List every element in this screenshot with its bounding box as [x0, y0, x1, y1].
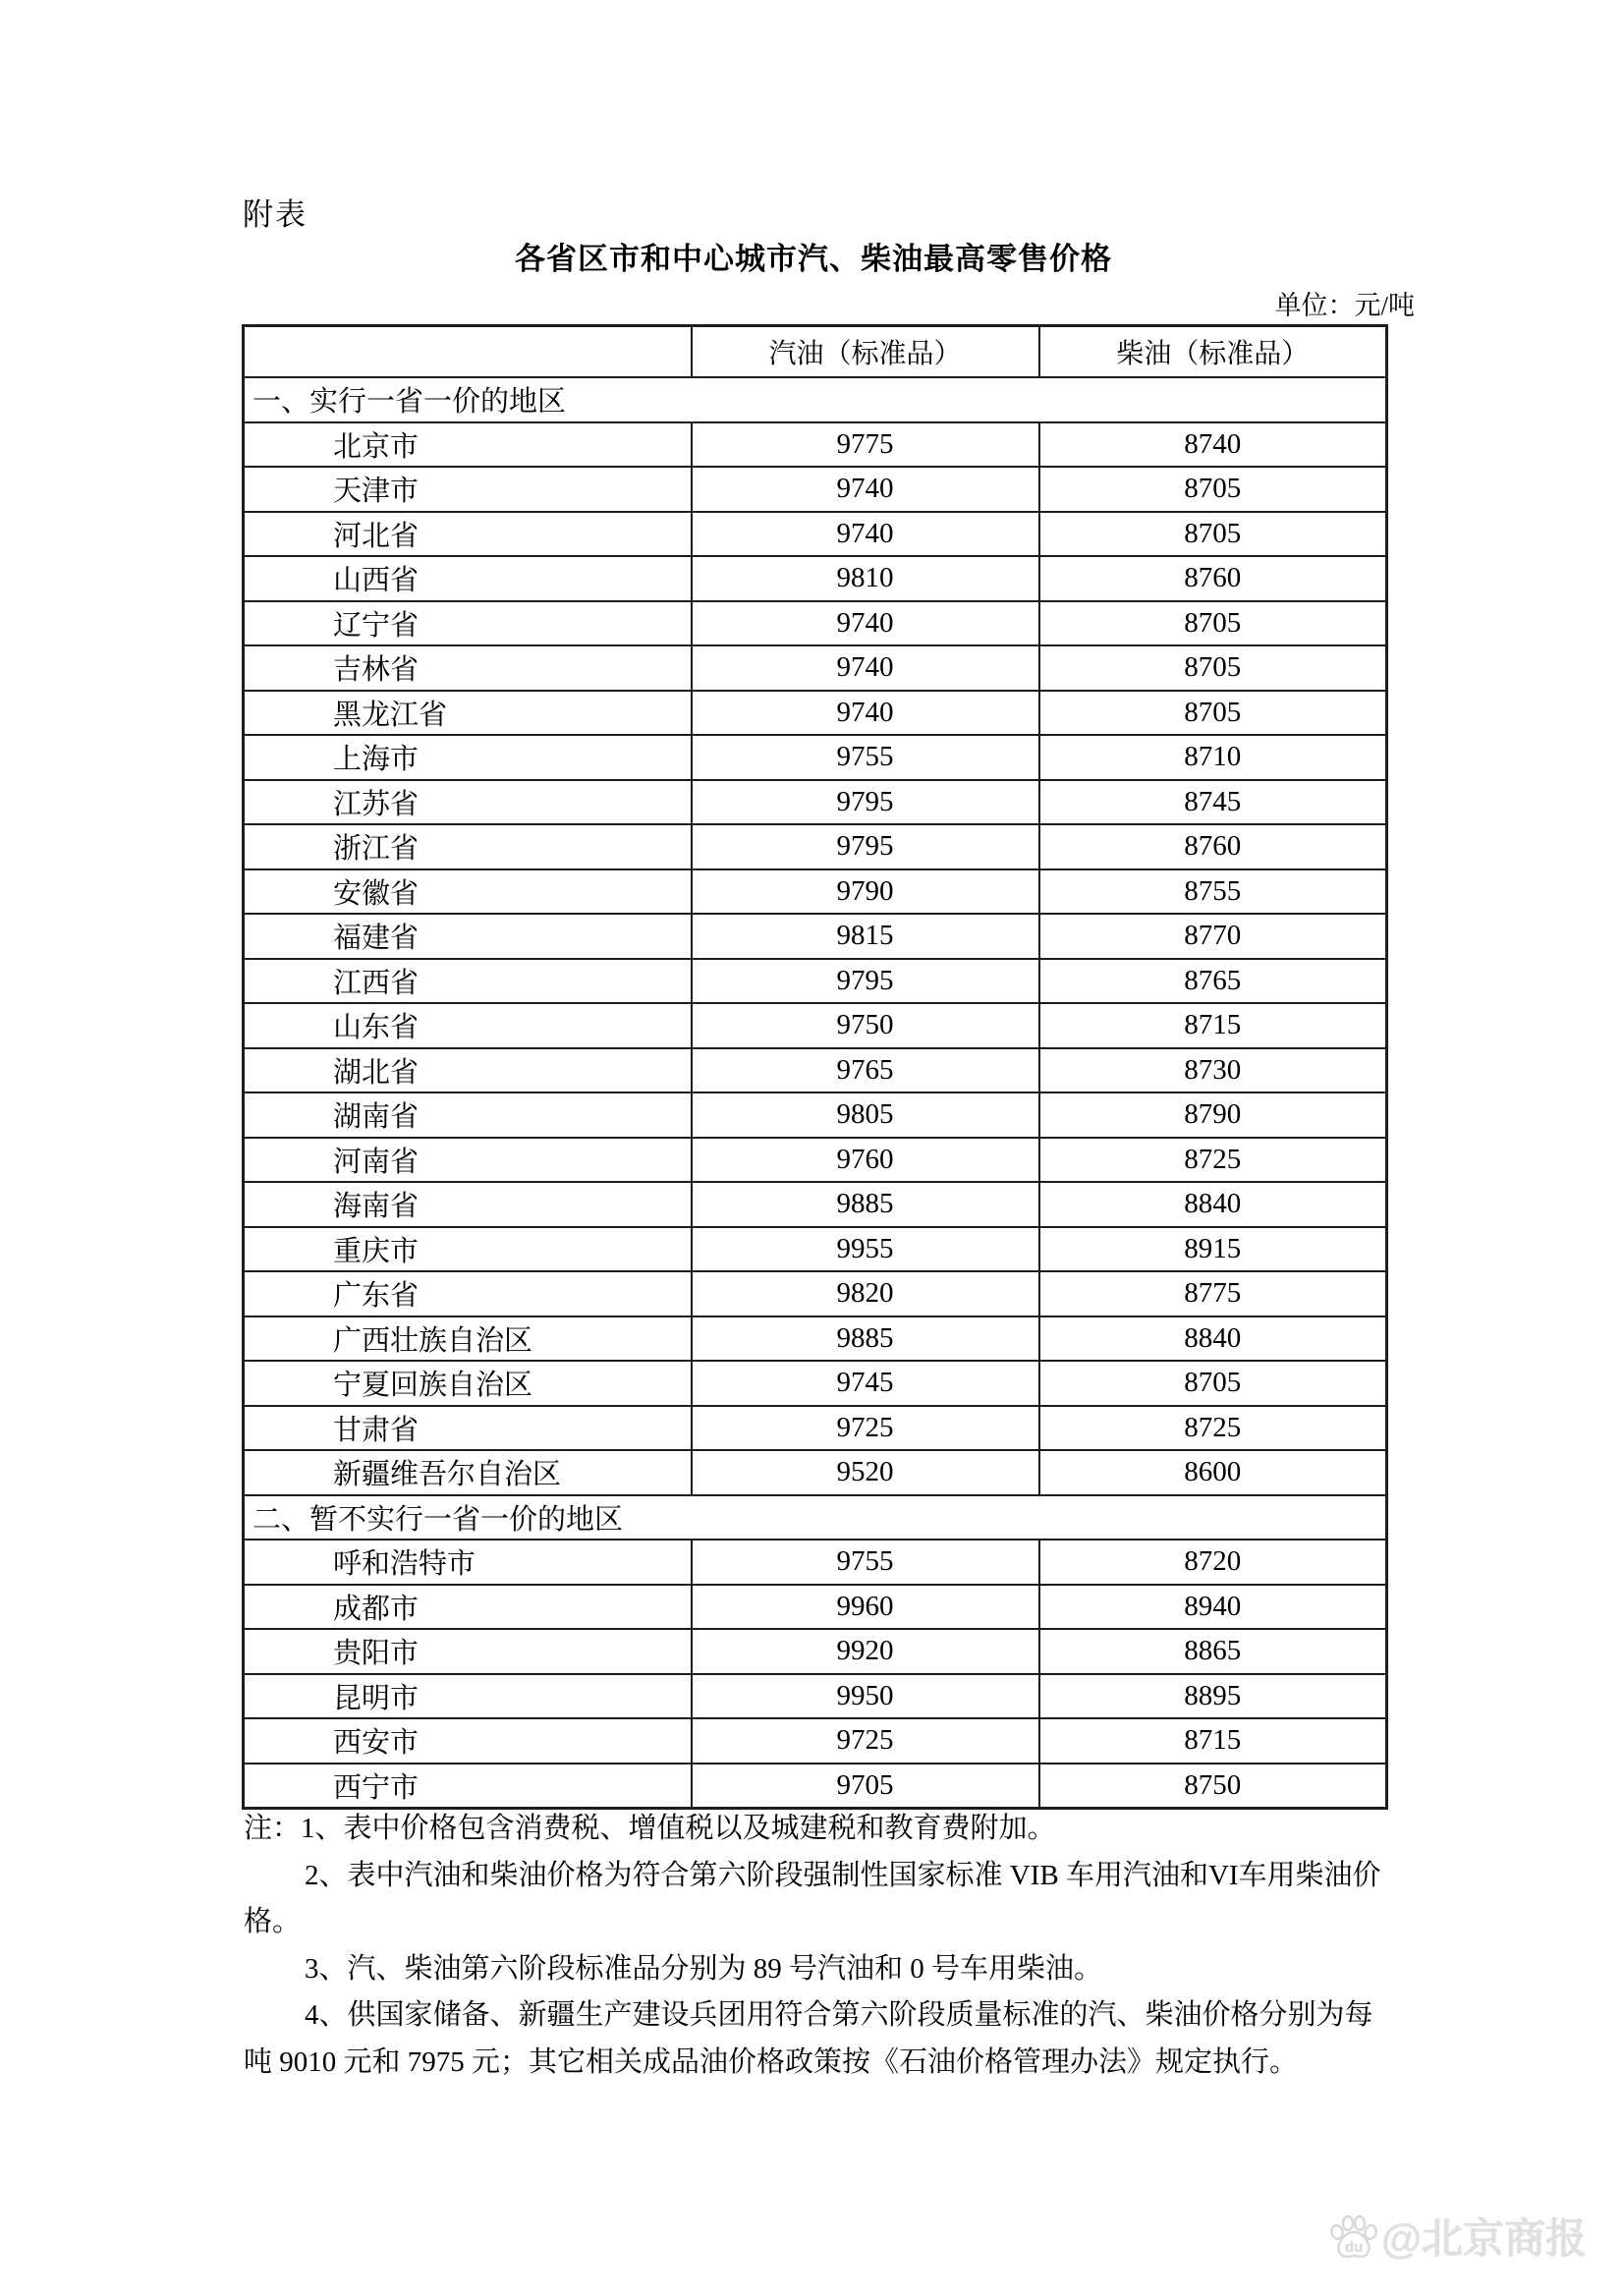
section-header-row [244, 377, 1387, 422]
header-row [244, 326, 1387, 378]
region-cell: 辽宁省 [244, 601, 692, 646]
gasoline-price-cell: 9740 [692, 512, 1039, 557]
table-row [244, 869, 1387, 915]
region-cell: 河北省 [244, 512, 692, 557]
diesel-price-cell: 8760 [1039, 824, 1387, 869]
table-row [244, 1227, 1387, 1272]
gasoline-price-cell: 9795 [692, 780, 1039, 825]
watermark [1328, 2207, 1587, 2266]
region-cell: 贵阳市 [244, 1629, 692, 1674]
diesel-price-cell: 8715 [1039, 1718, 1387, 1764]
diesel-price-cell: 8940 [1039, 1585, 1387, 1630]
gasoline-price-cell: 9775 [692, 422, 1039, 468]
region-cell: 宁夏回族自治区 [244, 1361, 692, 1406]
gasoline-price-cell: 9950 [692, 1674, 1039, 1719]
region-cell: 黑龙江省 [244, 691, 692, 736]
table-row [244, 1003, 1387, 1048]
region-cell: 河南省 [244, 1138, 692, 1183]
gasoline-price-cell: 9755 [692, 735, 1039, 780]
diesel-price-cell: 8895 [1039, 1674, 1387, 1719]
region-cell: 江苏省 [244, 780, 692, 825]
region-cell: 新疆维吾尔自治区 [244, 1450, 692, 1495]
diesel-price-cell: 8790 [1039, 1092, 1387, 1138]
gasoline-price-cell: 9820 [692, 1271, 1039, 1316]
region-cell: 北京市 [244, 422, 692, 468]
table-row [244, 1316, 1387, 1362]
table-row [244, 914, 1387, 959]
unit-label: 单位：元/吨 [1274, 291, 1415, 320]
gasoline-price-cell: 9815 [692, 914, 1039, 959]
diesel-price-cell: 8730 [1039, 1048, 1387, 1093]
gasoline-price-cell: 9810 [692, 556, 1039, 601]
region-column-header [244, 326, 692, 378]
gasoline-price-cell: 9955 [692, 1227, 1039, 1272]
diesel-price-cell: 8705 [1039, 512, 1387, 557]
watermark-text: @北京商报 [1381, 2215, 1587, 2262]
region-cell: 西宁市 [244, 1764, 692, 1809]
table-row [244, 824, 1387, 869]
table-row [244, 1048, 1387, 1093]
region-cell: 安徽省 [244, 869, 692, 915]
table-row [244, 1092, 1387, 1138]
region-cell: 湖南省 [244, 1092, 692, 1138]
diesel-price-cell: 8725 [1039, 1138, 1387, 1183]
diesel-price-cell: 8755 [1039, 869, 1387, 915]
notes [244, 1806, 1432, 2086]
table-row [244, 1182, 1387, 1227]
gasoline-price-cell: 9745 [692, 1361, 1039, 1406]
gasoline-price-cell: 9790 [692, 869, 1039, 915]
gasoline-price-cell: 9755 [692, 1540, 1039, 1585]
section-header-cell: 一、实行一省一价的地区 [244, 377, 1387, 422]
diesel-price-cell: 8740 [1039, 422, 1387, 468]
appendix-label: 附表 [243, 197, 308, 232]
region-cell: 成都市 [244, 1585, 692, 1630]
gasoline-price-cell: 9725 [692, 1718, 1039, 1764]
diesel-price-cell: 8710 [1039, 735, 1387, 780]
region-cell: 西安市 [244, 1718, 692, 1764]
price-table-header [244, 326, 1387, 378]
diesel-price-cell: 8715 [1039, 1003, 1387, 1048]
region-cell: 广东省 [244, 1271, 692, 1316]
diesel-price-cell: 8600 [1039, 1450, 1387, 1495]
gasoline-price-cell: 9960 [692, 1585, 1039, 1630]
price-table [242, 324, 1388, 1810]
region-cell: 海南省 [244, 1182, 692, 1227]
region-cell: 湖北省 [244, 1048, 692, 1093]
region-cell: 福建省 [244, 914, 692, 959]
table-row [244, 691, 1387, 736]
gasoline-price-cell: 9760 [692, 1138, 1039, 1183]
diesel-price-cell: 8705 [1039, 691, 1387, 736]
gasoline-price-cell: 9740 [692, 467, 1039, 512]
diesel-price-cell: 8705 [1039, 467, 1387, 512]
note-line: 格。 [244, 1906, 302, 1937]
region-cell: 呼和浩特市 [244, 1540, 692, 1585]
gasoline-column-header: 汽油（标准品） [692, 326, 1039, 378]
diesel-price-cell: 8705 [1039, 601, 1387, 646]
table-row [244, 467, 1387, 512]
gasoline-price-cell: 9885 [692, 1182, 1039, 1227]
region-cell: 山西省 [244, 556, 692, 601]
region-cell: 昆明市 [244, 1674, 692, 1719]
diesel-price-cell: 8840 [1039, 1182, 1387, 1227]
table-row [244, 1585, 1387, 1630]
page-title: 各省区市和中心城市汽、柴油最高零售价格 [515, 242, 1112, 276]
diesel-price-cell: 8725 [1039, 1406, 1387, 1451]
region-cell: 江西省 [244, 959, 692, 1004]
diesel-price-cell: 8745 [1039, 780, 1387, 825]
note-line: 3、汽、柴油第六阶段标准品分别为 89 号汽油和 0 号车用柴油。 [305, 1952, 1103, 1985]
gasoline-price-cell: 9520 [692, 1450, 1039, 1495]
table-row [244, 1450, 1387, 1495]
diesel-price-cell: 8760 [1039, 556, 1387, 601]
diesel-price-cell: 8865 [1039, 1629, 1387, 1674]
diesel-price-cell: 8720 [1039, 1540, 1387, 1585]
table-row [244, 1138, 1387, 1183]
diesel-price-cell: 8840 [1039, 1316, 1387, 1362]
region-cell: 上海市 [244, 735, 692, 780]
gasoline-price-cell: 9740 [692, 601, 1039, 646]
table-row [244, 1674, 1387, 1719]
region-cell: 吉林省 [244, 645, 692, 691]
table-row [244, 556, 1387, 601]
table-row [244, 1271, 1387, 1316]
diesel-price-cell: 8705 [1039, 645, 1387, 691]
gasoline-price-cell: 9725 [692, 1406, 1039, 1451]
region-cell: 重庆市 [244, 1227, 692, 1272]
gasoline-price-cell: 9795 [692, 959, 1039, 1004]
table-row [244, 512, 1387, 557]
table-row [244, 422, 1387, 468]
section-header-row [244, 1495, 1387, 1540]
table-row [244, 1361, 1387, 1406]
paw-label: du [1344, 2239, 1364, 2256]
table-row [244, 1406, 1387, 1451]
region-cell: 天津市 [244, 467, 692, 512]
gasoline-price-cell: 9740 [692, 691, 1039, 736]
diesel-column-header: 柴油（标准品） [1039, 326, 1387, 378]
table-row [244, 959, 1387, 1004]
baidu-paw-icon [1328, 2211, 1379, 2262]
table-row [244, 645, 1387, 691]
note-line: 2、表中汽油和柴油价格为符合第六阶段强制性国家标准 VIB 车用汽油和VI车用柴油价 [305, 1859, 1381, 1891]
note-line: 注：1、表中价格包含消费税、增值税以及城建税和教育费附加。 [244, 1813, 1056, 1844]
gasoline-price-cell: 9705 [692, 1764, 1039, 1809]
gasoline-price-cell: 9795 [692, 824, 1039, 869]
diesel-price-cell: 8770 [1039, 914, 1387, 959]
diesel-price-cell: 8765 [1039, 959, 1387, 1004]
table-row [244, 601, 1387, 646]
region-cell: 广西壮族自治区 [244, 1316, 692, 1362]
gasoline-price-cell: 9740 [692, 645, 1039, 691]
diesel-price-cell: 8705 [1039, 1361, 1387, 1406]
table-row [244, 1540, 1387, 1585]
diesel-price-cell: 8775 [1039, 1271, 1387, 1316]
table-row [244, 780, 1387, 825]
gasoline-price-cell: 9920 [692, 1629, 1039, 1674]
diesel-price-cell: 8750 [1039, 1764, 1387, 1809]
gasoline-price-cell: 9805 [692, 1092, 1039, 1138]
table-row [244, 1718, 1387, 1764]
table-row [244, 735, 1387, 780]
gasoline-price-cell: 9750 [692, 1003, 1039, 1048]
diesel-price-cell: 8915 [1039, 1227, 1387, 1272]
note-line: 吨 9010 元和 7975 元；其它相关成品油价格政策按《石油价格管理办法》规定执行。 [244, 2045, 1299, 2078]
gasoline-price-cell: 9765 [692, 1048, 1039, 1093]
section-header-cell: 二、暂不实行一省一价的地区 [244, 1495, 1387, 1540]
gasoline-price-cell: 9885 [692, 1316, 1039, 1362]
region-cell: 浙江省 [244, 824, 692, 869]
price-table-body [244, 377, 1387, 1809]
region-cell: 甘肃省 [244, 1406, 692, 1451]
table-row [244, 1629, 1387, 1674]
region-cell: 山东省 [244, 1003, 692, 1048]
table-row [244, 1764, 1387, 1809]
note-line: 4、供国家储备、新疆生产建设兵团用符合第六阶段质量标准的汽、柴油价格分别为每 [305, 1999, 1373, 2031]
